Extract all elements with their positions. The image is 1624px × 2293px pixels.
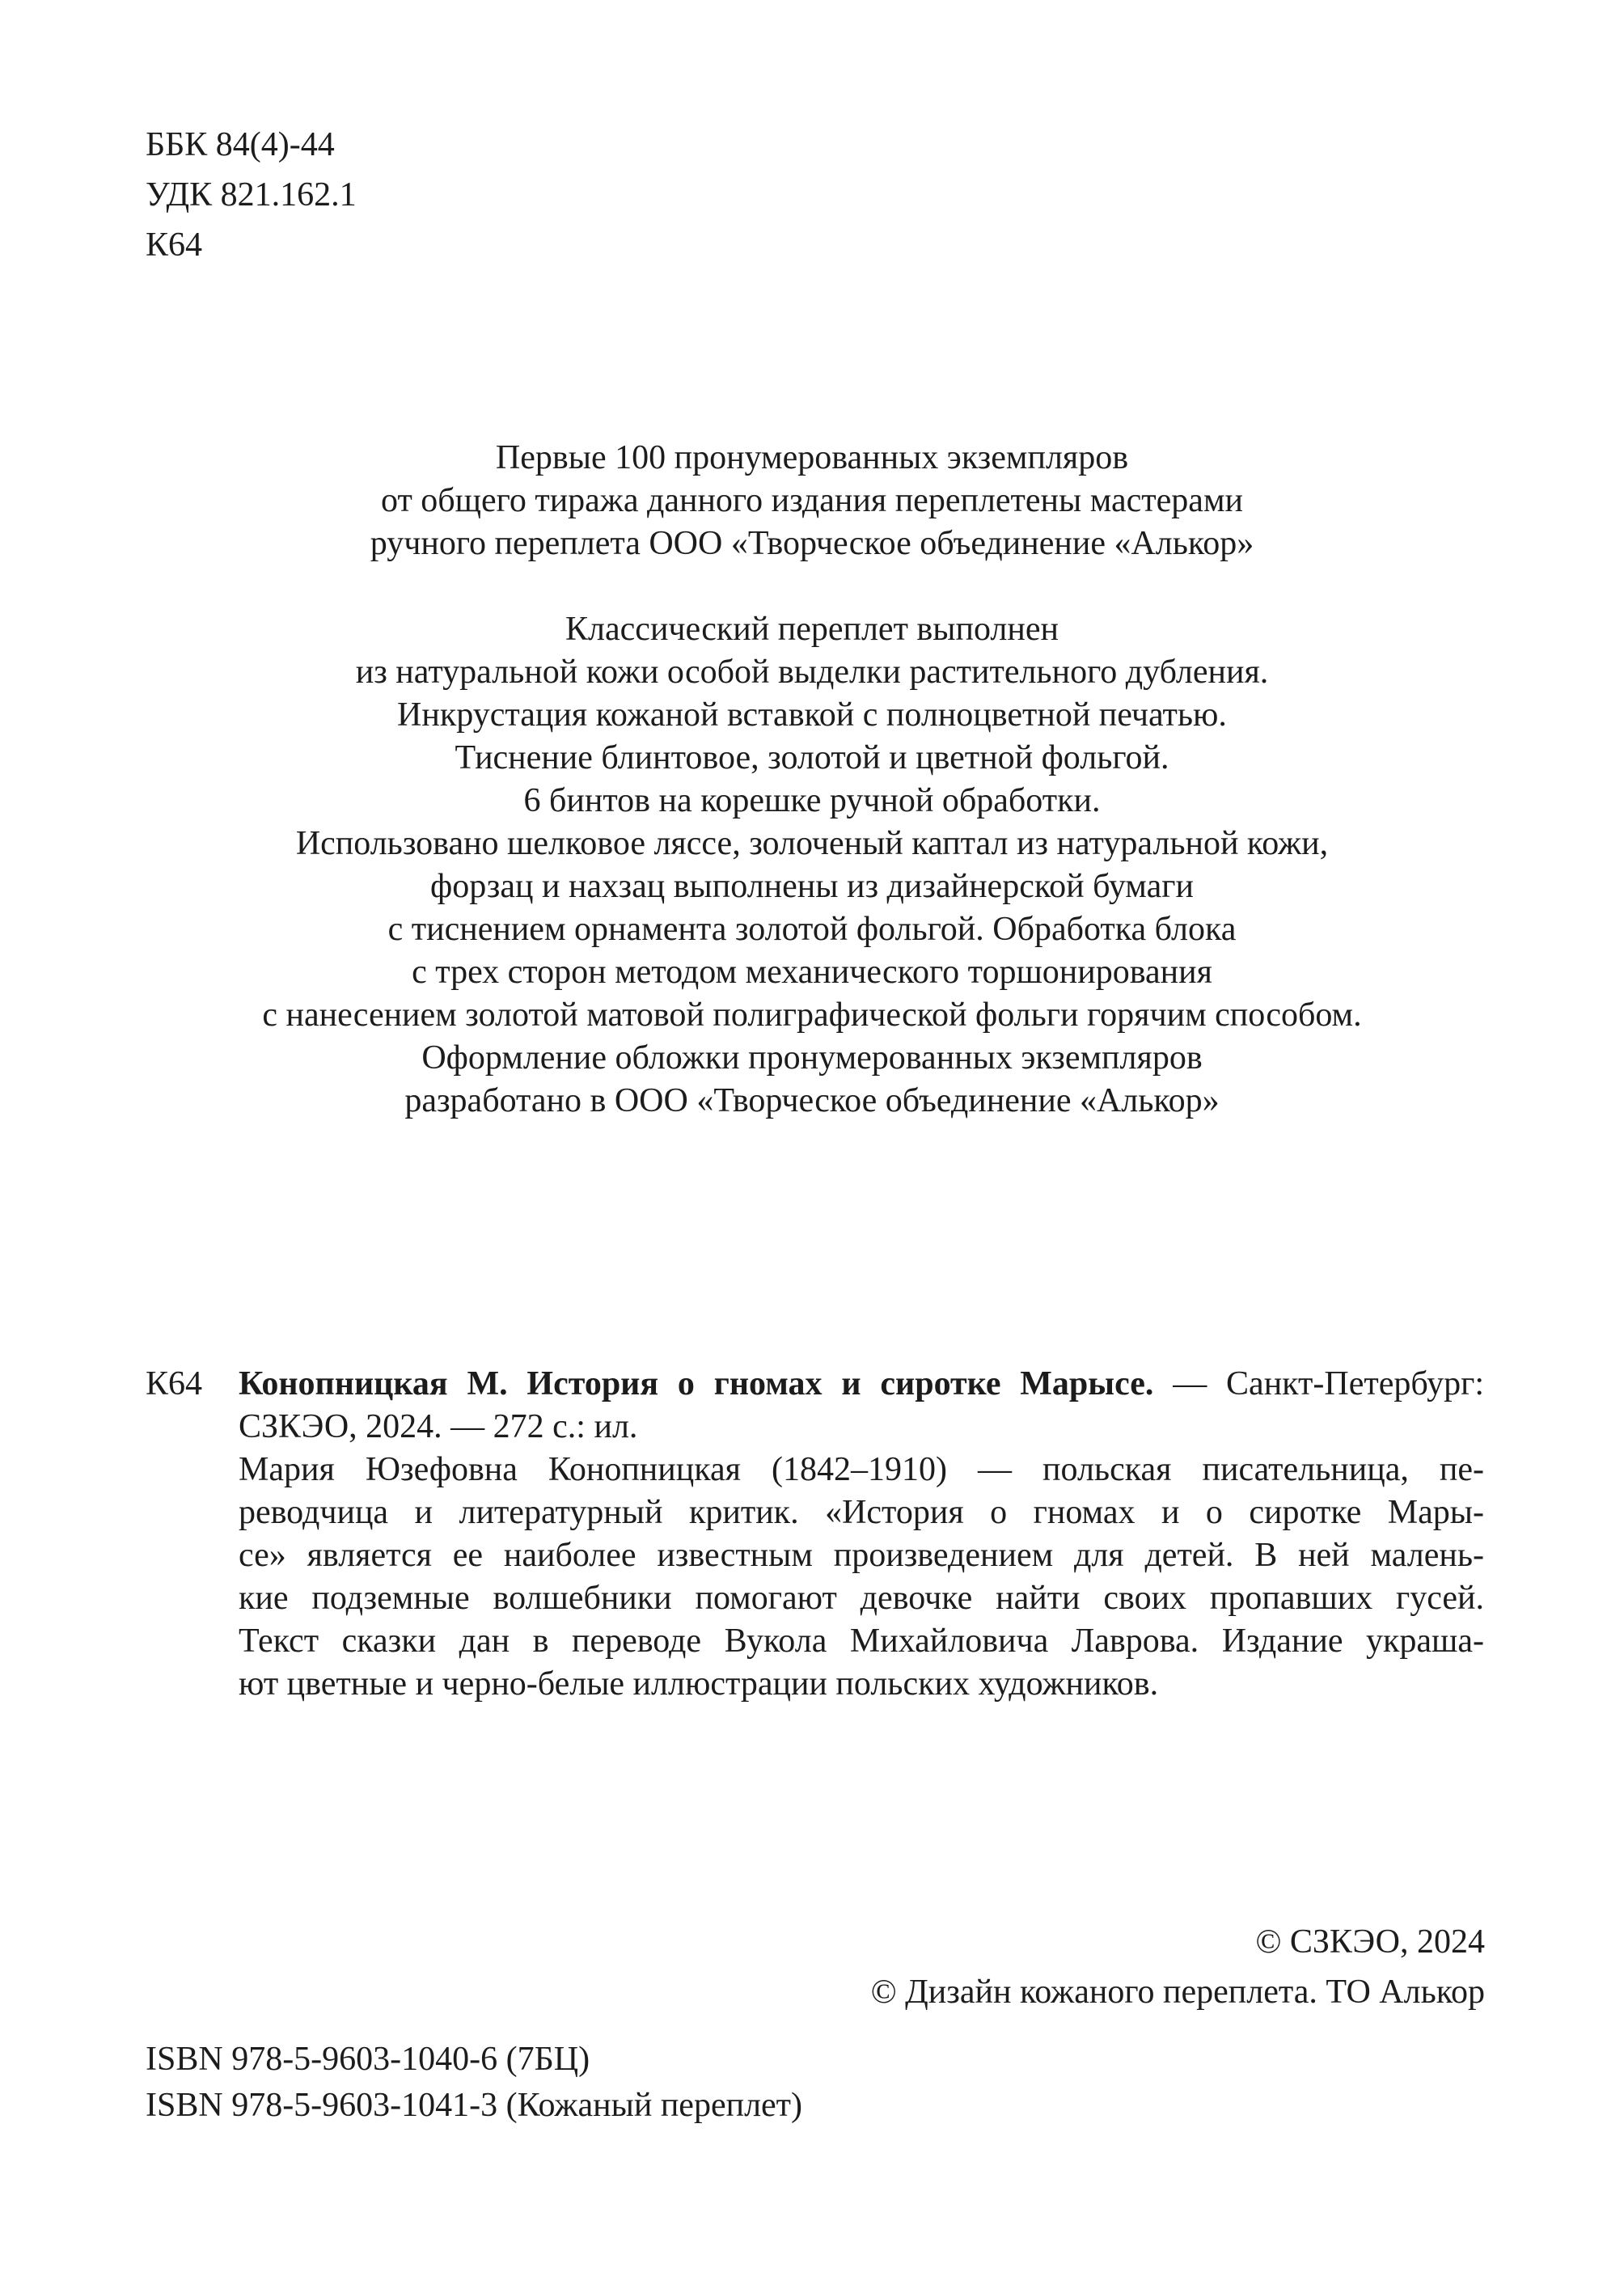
isbn-line: ISBN 978-5-9603-1040-6 (7БЦ): [146, 2041, 590, 2078]
imprint-line: СЗКЭО, 2024. — 272 с.: ил.: [239, 1408, 638, 1445]
binding-line: разработано в ООО «Творческое объединение «Алькор»: [404, 1082, 1220, 1119]
title-line: [239, 1363, 1484, 1406]
copyright-block: [871, 1917, 1485, 2017]
binding-line: 6 бинтов на корешке ручной обработки.: [523, 782, 1101, 819]
annotation-line: реводчица и литературный критик. «История о гномах и о сиротке Мары-: [239, 1494, 1484, 1531]
binding-line: с трех сторон методом механического торшонирования: [412, 954, 1212, 991]
binding-line: с нанесением золотой матовой полиграфической фольги горячим способом.: [262, 996, 1362, 1034]
bibliographic-mark: К64: [146, 1365, 203, 1402]
binding-line: Классический переплет выполнен: [565, 611, 1059, 648]
author-mark: К64: [146, 226, 203, 264]
classification-codes: [146, 120, 357, 270]
isbn-block: [146, 2037, 802, 2129]
binding-line: из натуральной кожи особой выделки растительного дубления.: [355, 654, 1269, 691]
binding-line: с тиснением орнамента золотой фольгой. Обработка блока: [387, 911, 1237, 948]
binding-line: Использовано шелковое ляссе, золоченый каптал из натуральной кожи,: [295, 825, 1329, 862]
copyright-line: © Дизайн кожаного переплета. ТО Алькор: [870, 1974, 1485, 2011]
binding-line: форзац и нахзац выполнены из дизайнерской бумаги: [430, 868, 1194, 905]
edition-note-line: от общего тиража данного издания переплетены мастерами: [381, 482, 1243, 519]
isbn-line: ISBN 978-5-9603-1041-3 (Кожаный переплет): [146, 2087, 803, 2124]
edition-note: [146, 437, 1478, 565]
annotation-line: Текст сказки дан в переводе Вукола Михайловича Лаврова. Издание украша-: [239, 1622, 1484, 1660]
book-title: Конопницкая М. История о гномах и сиротке Марысе.: [239, 1365, 1154, 1402]
udk-code: УДК 821.162.1: [146, 176, 357, 214]
edition-note-line: ручного переплета ООО «Творческое объединение «Алькор»: [370, 525, 1254, 562]
binding-line: Оформление обложки пронумерованных экземпляров: [421, 1039, 1203, 1077]
annotation-line: Мария Юзефовна Конопницкая (1842–1910) — польская писательница, пе-: [239, 1451, 1484, 1488]
edition-note-line: Первые 100 пронумерованных экземпляров: [495, 439, 1129, 476]
title-place: — Санкт-Петербург:: [1153, 1365, 1484, 1402]
binding-line: Инкрустация кожаной вставкой с полноцветной печатью.: [397, 696, 1227, 734]
bibliographic-record: [239, 1363, 1484, 1706]
annotation-line: се» является ее наиболее известным произведением для детей. В ней малень-: [239, 1537, 1484, 1574]
copyright-line: © СЗКЭО, 2024: [1255, 1923, 1485, 1961]
binding-line: Тиснение блинтовое, золотой и цветной фольгой.: [455, 739, 1169, 776]
annotation-line: ют цветные и черно-белые иллюстрации польских художников.: [239, 1665, 1159, 1703]
bbk-code: ББК 84(4)-44: [146, 126, 335, 163]
annotation-line: кие подземные волшебники помогают девочке найти своих пропавших гусей.: [239, 1580, 1484, 1617]
binding-description: [146, 608, 1478, 1123]
